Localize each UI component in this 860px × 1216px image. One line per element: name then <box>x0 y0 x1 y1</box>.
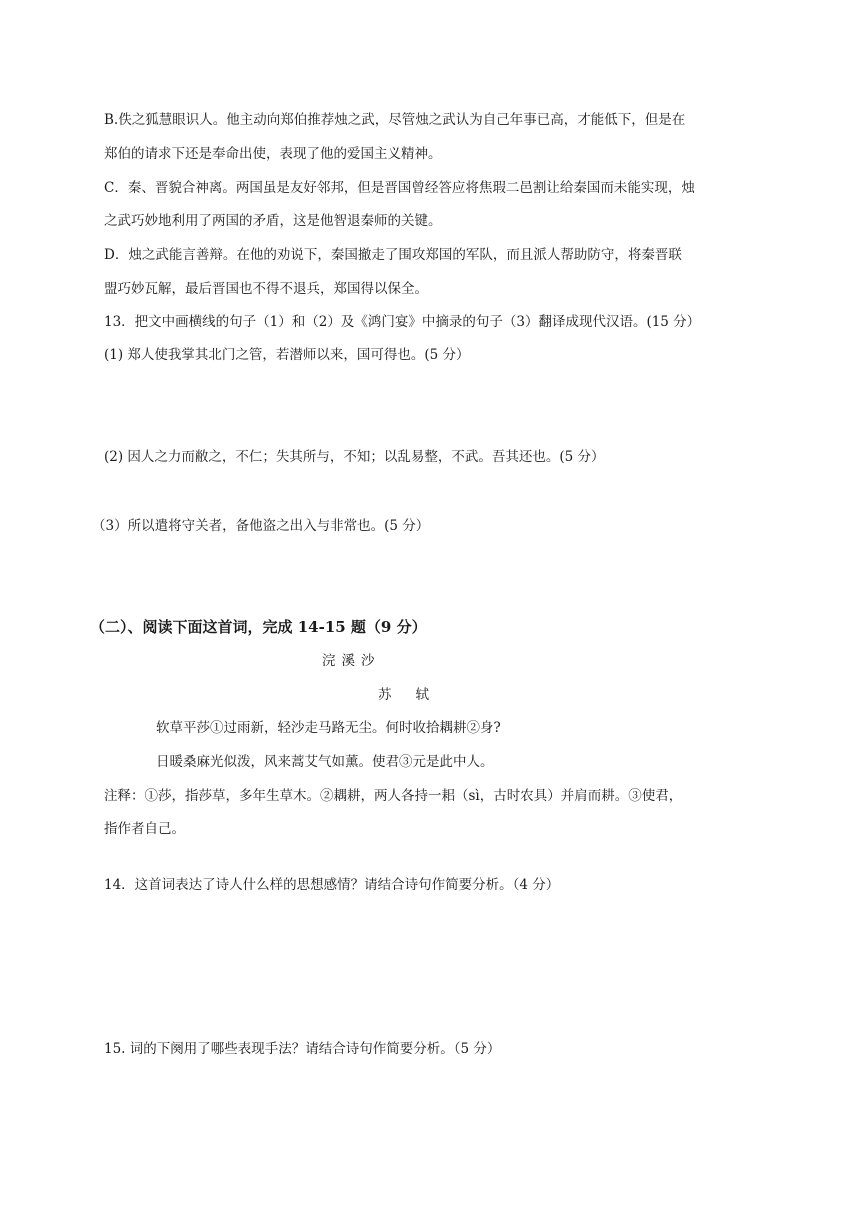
poem-line-2: 日暖桑麻光似泼，风来蒿艾气如薰。使君③元是此中人。 <box>156 754 494 770</box>
option-b-line-2: 郑伯的请求下还是奉命出使，表现了他的爱国主义精神。 <box>104 146 442 162</box>
question-13-stem: 13．把文中画横线的句子（1）和（2）及《鸿门宴》中摘录的句子（3）翻译成现代汉语。(15 分） <box>104 314 701 330</box>
poem-author-given-name: 轼 <box>415 687 429 703</box>
option-d-line-1: D．烛之武能言善辩。在他的劝说下，秦国撤走了围攻郑国的军队，而且派人帮助防守，将秦晋联 <box>104 247 682 263</box>
poem-title: 浣溪沙 <box>322 653 381 669</box>
option-c-line-1: C．秦、晋貌合神离。两国虽是友好邻邦，但是晋国曾经答应将焦瑕二邑割让给秦国而未能实现，烛 <box>104 180 695 196</box>
poem-line-1: 软草平莎①过雨新，轻沙走马路无尘。何时收拾耦耕②身? <box>156 720 501 736</box>
question-13-sentence-2: (2) 因人之力而敝之，不仁；失其所与，不知；以乱易整，不武。吾其还也。(5 分） <box>104 449 605 465</box>
option-b-line-1: B.佚之狐慧眼识人。他主动向郑伯推荐烛之武，尽管烛之武认为自己年事已高，才能低下，但是在 <box>104 112 686 128</box>
question-13-sentence-3: （3）所以遣将守关者，备他盗之出入与非常也。(5 分） <box>92 518 430 534</box>
poem-author <box>378 685 860 705</box>
poem-notes-line-2: 指作者自己。 <box>104 821 185 837</box>
section-two-title: （二）、阅读下面这首词，完成 14-15 题（9 分） <box>90 618 427 636</box>
poem-author-surname: 苏 <box>378 687 392 703</box>
question-15: 15. 词的下阕用了哪些表现手法？请结合诗句作简要分析。（5 分） <box>104 1041 501 1057</box>
question-13-sentence-1: (1) 郑人使我掌其北门之管，若潜师以来，国可得也。(5 分） <box>104 347 470 363</box>
option-d-line-2: 盟巧妙瓦解，最后晋国也不得不退兵，郑国得以保全。 <box>104 281 428 297</box>
question-14: 14．这首词表达了诗人什么样的思想感情？请结合诗句作简要分析。（4 分） <box>104 877 560 893</box>
option-c-line-2: 之武巧妙地利用了两国的矛盾，这是他智退秦师的关键。 <box>104 213 442 229</box>
poem-notes-line-1: 注释：①莎，指莎草，多年生草木。②耦耕，两人各持一耜（sì，古时农具）并肩而耕。③使君， <box>104 788 683 804</box>
